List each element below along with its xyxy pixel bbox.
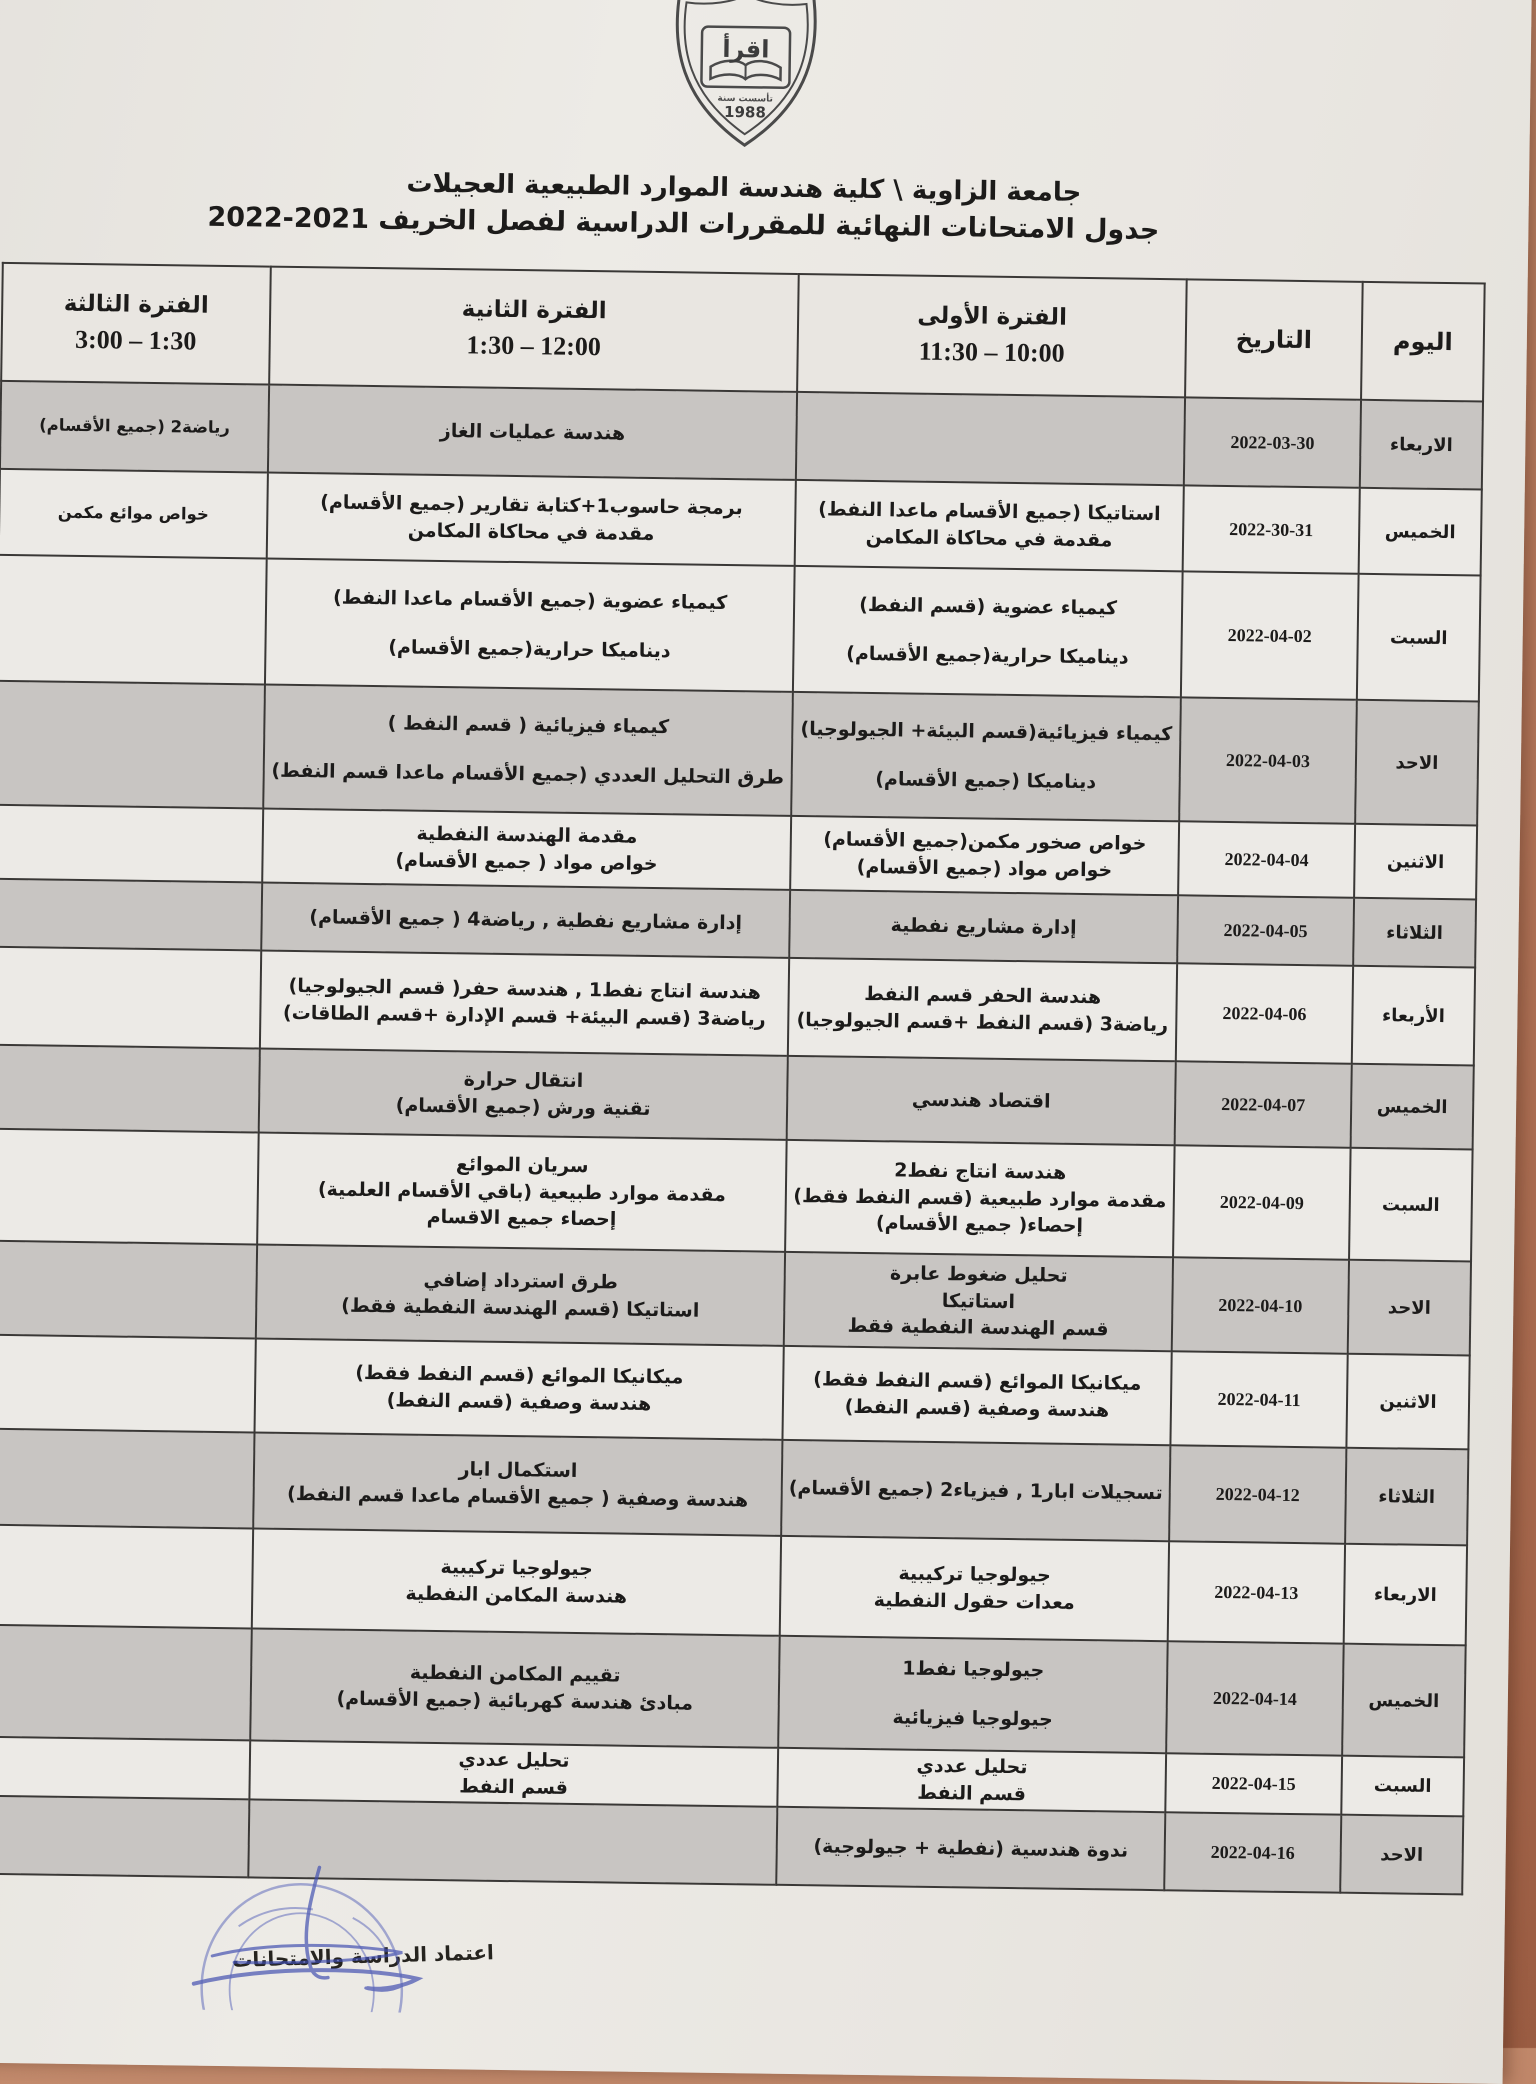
period-cell-p2: استكمال ابار هندسة وصفية ( جميع الأقسام ماعدا قسم النفط) bbox=[253, 1432, 782, 1535]
date-cell: 2022-04-10 bbox=[1172, 1257, 1349, 1353]
period-cell-p2: إدارة مشاريع نفطية , رياضة4 ( جميع الأقسام) bbox=[261, 883, 790, 958]
date-cell: 2022-04-09 bbox=[1173, 1145, 1351, 1259]
day-cell: السبت bbox=[1341, 1756, 1464, 1817]
day-cell: الأربعاء bbox=[1352, 966, 1475, 1066]
period-cell-p3 bbox=[0, 555, 267, 685]
period-cell-p1: كيمياء عضوية (قسم النفط) ديناميكا حرارية(جميع الأقسام) bbox=[793, 566, 1183, 697]
date-cell: 2022-04-16 bbox=[1164, 1812, 1341, 1892]
period-cell-p1: جيولوجيا تركيبية معدات حقول النفطية bbox=[780, 1536, 1169, 1641]
period-cell-p3 bbox=[0, 1335, 256, 1433]
day-cell: الخميس bbox=[1342, 1644, 1466, 1758]
period-cell-p3 bbox=[0, 879, 262, 951]
period-cell-p3: خواص موائع مكمن bbox=[0, 469, 268, 559]
period-cell-p2: ميكانيكا الموائع (قسم النفط فقط) هندسة وصفية (قسم النفط) bbox=[255, 1338, 784, 1439]
blue-stamp-signature-icon bbox=[141, 1859, 473, 2014]
period-cell-p2: هندسة انتاج نفط1 , هندسة حفر( قسم الجيولوجيا) رياضة3 (قسم البيئة+ قسم الإدارة +قسم الطاقات) bbox=[260, 951, 789, 1056]
logo-book-label: اقرأ bbox=[722, 34, 770, 64]
period-cell-p3 bbox=[0, 1525, 253, 1629]
period-cell-p1: هندسة انتاج نفط2 مقدمة موارد طبيعية (قسم النفط فقط) إحصاء( جميع الأقسام) bbox=[785, 1140, 1175, 1257]
period-cell-p2: تقييم المكامن النفطية مبادئ هندسة كهربائية (جميع الأقسام) bbox=[250, 1628, 780, 1747]
period-cell-p3 bbox=[0, 1737, 250, 1800]
schedule-table-body bbox=[0, 381, 1483, 1895]
period-cell-p1 bbox=[796, 392, 1185, 485]
day-cell: الخميس bbox=[1359, 488, 1482, 576]
period-cell-p3 bbox=[0, 1129, 259, 1245]
date-cell: 2022-04-03 bbox=[1179, 697, 1357, 823]
period-cell-p1: هندسة الحفر قسم النفط رياضة3 (قسم النفط +قسم الجيولوجيا) bbox=[788, 958, 1177, 1061]
day-cell: الاربعاء bbox=[1360, 400, 1483, 490]
period-cell-p2: كيمياء فيزيائية ( قسم النفط ) طرق التحليل العددي (جميع الأقسام ماعدا قسم النفط) bbox=[263, 685, 793, 816]
date-cell: 2022-30-31 bbox=[1183, 485, 1360, 573]
day-cell: الثلاثاء bbox=[1353, 898, 1476, 968]
shield-logo-icon bbox=[659, 0, 832, 170]
day-cell: السبت bbox=[1349, 1148, 1473, 1262]
period-cell-p2: هندسة عمليات الغاز bbox=[268, 385, 797, 480]
period-cell-p1: خواص صخور مكمن(جميع الأقسام) خواص مواد (جميع الأقسام) bbox=[790, 816, 1179, 895]
period-cell-p3 bbox=[0, 1241, 257, 1339]
date-cell: 2022-04-15 bbox=[1165, 1753, 1342, 1815]
period-cell-p3: رياضة2 (جميع الأقسام) bbox=[0, 381, 269, 473]
table-row bbox=[0, 555, 1481, 702]
period-cell-p1: إدارة مشاريع نفطية bbox=[789, 890, 1178, 963]
day-cell: الاثنين bbox=[1354, 824, 1477, 900]
day-cell: الاحد bbox=[1355, 700, 1479, 826]
period-cell-p1: ندوة هندسية (نفطية + جيولوجية) bbox=[776, 1807, 1165, 1890]
table-row bbox=[0, 681, 1479, 826]
period-cell-p2: طرق استرداد إضافي استاتيكا (قسم الهندسة النفطية فقط) bbox=[256, 1244, 785, 1345]
day-cell: الثلاثاء bbox=[1345, 1448, 1468, 1546]
date-cell: 2022-04-02 bbox=[1181, 571, 1359, 699]
period-cell-p3 bbox=[0, 1045, 260, 1133]
approval-footer bbox=[71, 1840, 553, 2017]
table-row bbox=[0, 1129, 1473, 1262]
date-cell: 2022-04-06 bbox=[1176, 963, 1353, 1063]
period-cell-p3 bbox=[0, 1625, 252, 1741]
logo-founded-label: تأسست سنة bbox=[717, 93, 773, 105]
logo-year-label: 1988 bbox=[723, 102, 766, 122]
date-cell: 2022-04-07 bbox=[1175, 1061, 1352, 1147]
day-cell: الاحد bbox=[1340, 1815, 1463, 1895]
header-period3: الفترة الثالثة 3:00 – 1:30 bbox=[1, 263, 271, 385]
approval-label: اعتماد الدراسة والامتحانات bbox=[232, 1940, 495, 1972]
header-row bbox=[1, 263, 1485, 402]
day-cell: السبت bbox=[1357, 574, 1481, 702]
date-cell: 2022-04-04 bbox=[1178, 821, 1355, 897]
day-cell: الاحد bbox=[1348, 1260, 1471, 1356]
period-cell-p2: تحليل عددي قسم النفط bbox=[249, 1740, 778, 1807]
period-cell-p1: ميكانيكا الموائع (قسم النفط فقط) هندسة وصفية (قسم النفط) bbox=[782, 1346, 1171, 1445]
period-cell-p2: برمجة حاسوب1+كتابة تقارير (جميع الأقسام) مقدمة في محاكاة المكامن bbox=[267, 473, 796, 566]
date-cell: 2022-04-11 bbox=[1170, 1351, 1347, 1447]
table-row bbox=[0, 1625, 1466, 1758]
date-cell: 2022-04-12 bbox=[1169, 1445, 1346, 1543]
date-cell: 2022-04-13 bbox=[1168, 1541, 1345, 1643]
period-cell-p1: تسجيلات ابار1 , فيزياء2 (جميع الأقسام) bbox=[781, 1440, 1170, 1541]
header-day: اليوم bbox=[1361, 282, 1485, 402]
page-title: جامعة الزاوية \ كلية هندسة الموارد الطبيعية العجيلات bbox=[406, 168, 1082, 208]
period-cell-p2: سريان الموائع مقدمة موارد طبيعية (باقي الأقسام العلمية) إحصاء جميع الاقسام bbox=[257, 1133, 787, 1252]
header-period1: الفترة الأولى 11:30 – 10:00 bbox=[797, 274, 1187, 397]
period-cell-p2: مقدمة الهندسة النفطية خواص مواد ( جميع الأقسام) bbox=[262, 809, 791, 890]
period-cell-p1: كيمياء فيزيائية(قسم البيئة+ الجيولوجيا) ديناميكا (جميع الأقسام) bbox=[791, 692, 1181, 821]
period-cell-p2: انتقال حرارة تقنية ورش (جميع الأقسام) bbox=[259, 1049, 788, 1140]
day-cell: الاثنين bbox=[1346, 1354, 1469, 1450]
day-cell: الخميس bbox=[1351, 1064, 1474, 1150]
period-cell-p2: كيمياء عضوية (جميع الأقسام ماعدا النفط) ديناميكا حرارية(جميع الأقسام) bbox=[265, 559, 795, 692]
period-cell-p3 bbox=[0, 1429, 255, 1529]
period-cell-p3 bbox=[0, 947, 261, 1049]
period-cell-p1: تحليل ضغوط عابرة استاتيكا قسم الهندسة النفطية فقط bbox=[784, 1252, 1173, 1351]
date-cell: 2022-04-14 bbox=[1166, 1641, 1344, 1755]
period-cell-p1: جيولوجيا نفط1 جيولوجيا فيزيائية bbox=[778, 1636, 1168, 1753]
period-cell-p3 bbox=[0, 805, 263, 883]
period-cell-p2: جيولوجيا تركيبية هندسة المكامن النفطية bbox=[252, 1528, 781, 1635]
date-cell: 2022-04-05 bbox=[1177, 895, 1354, 965]
day-cell: الاربعاء bbox=[1344, 1544, 1467, 1646]
university-logo bbox=[1, 0, 1490, 184]
period-cell-p1: اقتصاد هندسي bbox=[787, 1056, 1176, 1145]
period-cell-p1: تحليل عددي قسم النفط bbox=[777, 1748, 1166, 1813]
exam-schedule-table bbox=[0, 262, 1486, 1896]
header-period2: الفترة الثانية 1:30 – 12:00 bbox=[269, 267, 799, 392]
header-date: التاريخ bbox=[1185, 279, 1363, 399]
page-subtitle: جدول الامتحانات النهائية للمقررات الدراسية لفصل الخريف 2021-2022 bbox=[207, 201, 1160, 246]
date-cell: 2022-03-30 bbox=[1184, 397, 1361, 487]
period-cell-p1: استاتيكا (جميع الأقسام ماعدا النفط) مقدمة في محاكاة المكامن bbox=[795, 480, 1184, 571]
period-cell-p3 bbox=[0, 681, 265, 809]
